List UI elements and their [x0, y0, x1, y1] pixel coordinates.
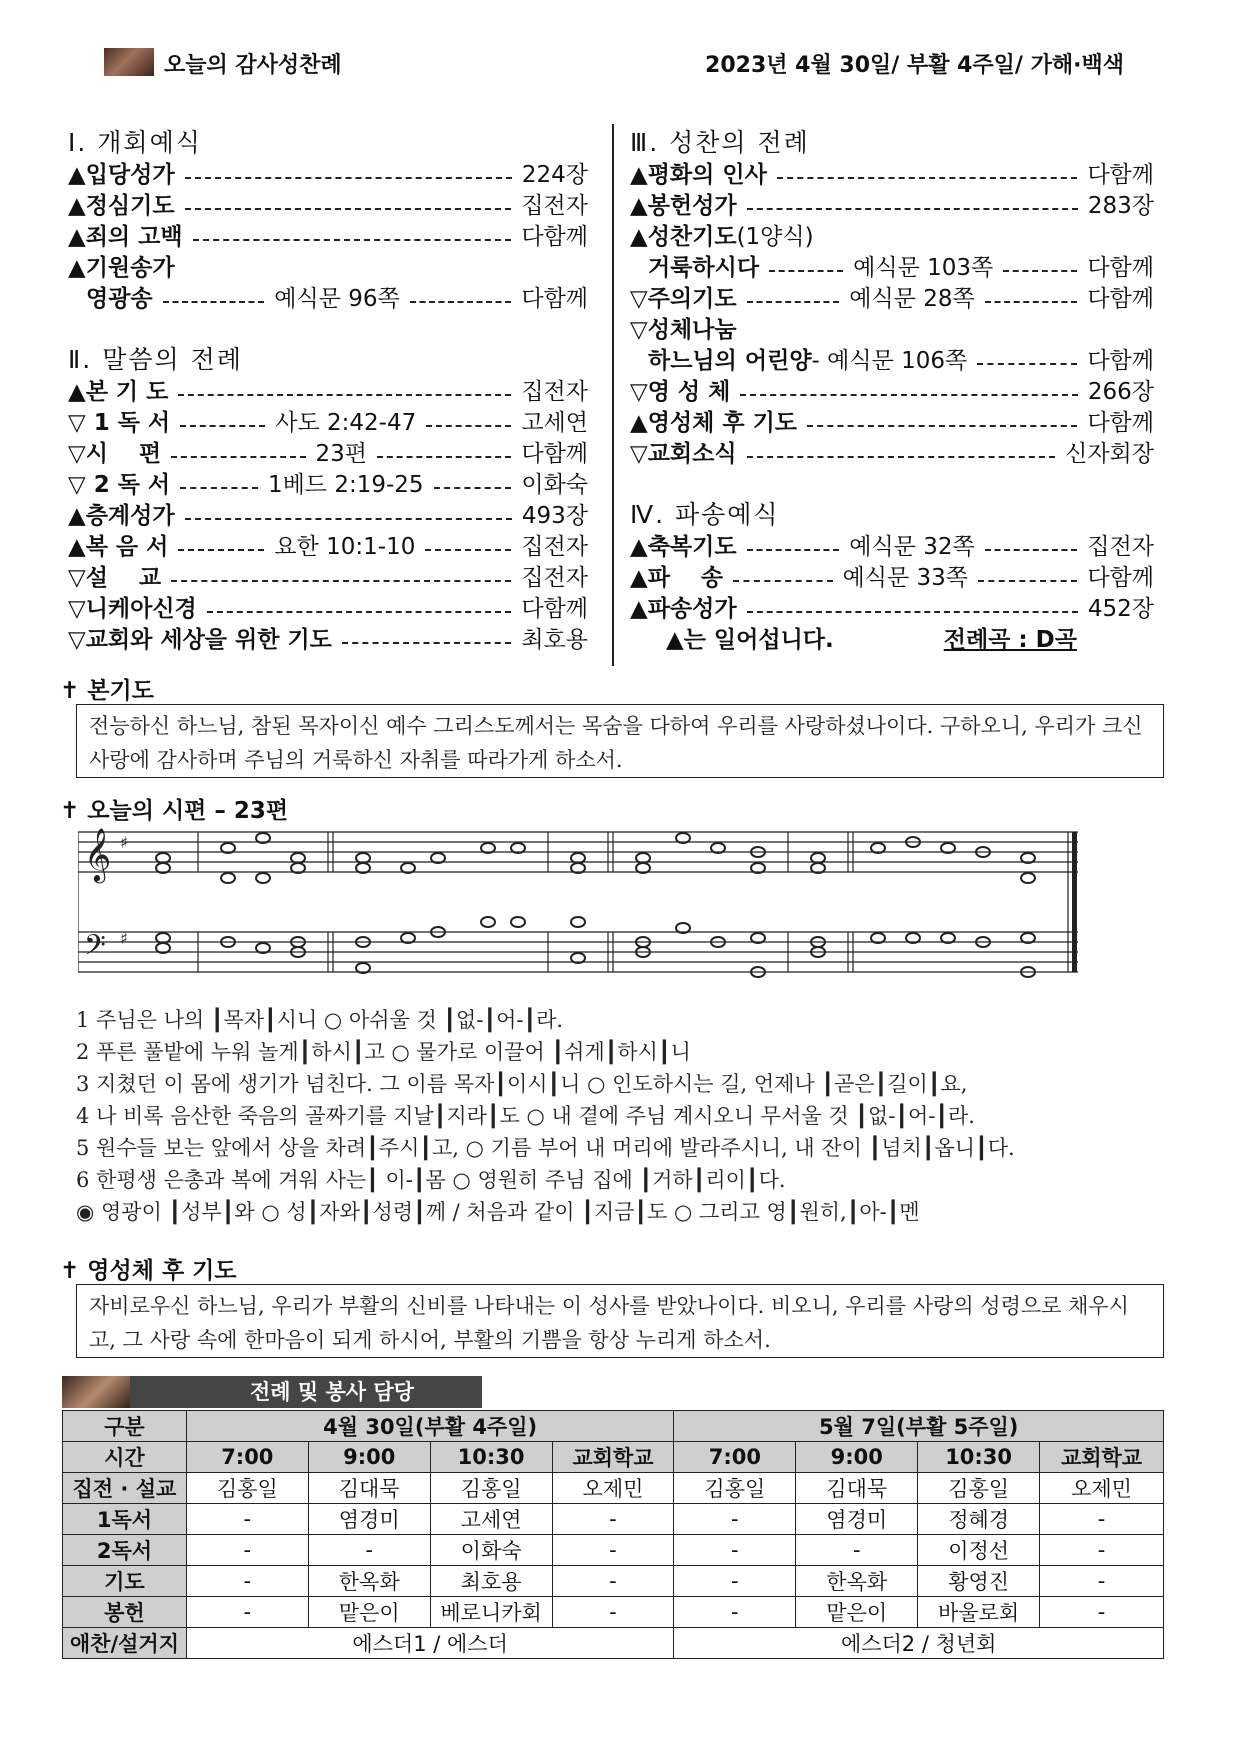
table-row: 애찬/설거지 에스더1 / 에스더 에스더2 / 청년회: [63, 1628, 1164, 1659]
column-divider: [612, 124, 614, 666]
order-row: ▽시 편 23편 다함께: [68, 441, 589, 467]
order-row: 하느님의 어린양 - 예식문 106쪽 다함께: [648, 348, 1154, 374]
psalm-verse: 3 지쳤던 이 몸에 생기가 넘친다. 그 이름 목자┃이시┃니 ○ 인도하시는 길, 언제나 ┃곧은┃길이┃요,: [76, 1072, 968, 1096]
psalm-heading: ✝ 오늘의 시편 – 23편: [60, 798, 289, 824]
order-row: ▲정심기도 집전자: [68, 193, 588, 219]
order-row: ▲복 음 서 요한 10:1-10 집전자: [68, 534, 589, 560]
service-date: 2023년 4월 30일/ 부활 4주일/ 가해·백색: [705, 53, 1124, 78]
table-row: 시간 7:00 9:00 10:30 교회학교 7:00 9:00 10:30 교회학교: [63, 1442, 1164, 1473]
section-dismissal-title: Ⅳ. 파송예식: [630, 500, 780, 529]
table-row: 1독서 - 염경미 고세연 - - 염경미 정혜경 -: [63, 1504, 1164, 1535]
week2-header: 5월 7일(부활 5주일): [674, 1411, 1164, 1442]
postcommunion-heading: ✝ 영성체 후 기도: [60, 1258, 237, 1284]
order-row: ▽설 교 집전자: [68, 565, 588, 591]
section-eucharist-title: Ⅲ. 성찬의 전례: [630, 128, 810, 157]
section-word-title: Ⅱ. 말씀의 전례: [68, 345, 243, 374]
stand-note: ▲는 일어섭니다. 전례곡 : D곡: [666, 627, 1077, 653]
order-row: ▲층계성가 493장: [68, 503, 588, 529]
order-row: ▲본 기 도 집전자: [68, 379, 588, 405]
order-row-kyrie: ▲기원송가: [68, 255, 175, 281]
order-row: ▲영성체 후 기도 다함께: [630, 410, 1154, 436]
table-row: 구분 4월 30일(부활 4주일) 5월 7일(부활 5주일): [63, 1411, 1164, 1442]
order-row: ▽주의기도 예식문 28쪽 다함께: [630, 286, 1155, 312]
order-row: ▲죄의 고백 다함께: [68, 224, 588, 250]
svg-text:♯: ♯: [120, 929, 128, 948]
order-row: ▲입당성가 224장: [68, 162, 588, 188]
order-row: ▽교회소식 신자회장: [630, 441, 1154, 467]
postcommunion-text: 자비로우신 하느님, 우리가 부활의 신비를 나타내는 이 성사를 받았나이다. 비오니, 우리를 사랑의 성령으로 채우시고, 그 사랑 속에 한마음이 되게 하시어, 부활의 기쁨을 항상 누리게 하소서.: [76, 1284, 1164, 1358]
order-row: ▽니케아신경 다함께: [68, 596, 588, 622]
chant-setting: 전례곡 : D곡: [943, 627, 1077, 653]
order-row: ▲봉헌성가 283장: [630, 193, 1154, 219]
psalm-verses: [76, 1004, 1015, 1228]
order-row: ▲평화의 인사 다함께: [630, 162, 1154, 188]
svg-text:𝄞: 𝄞: [84, 827, 112, 881]
staff-heading-bar: [62, 1376, 418, 1408]
table-row: 봉헌 - 맡은이 베로니카회 - - 맡은이 바울로회 -: [63, 1597, 1164, 1628]
week1-header: 4월 30일(부활 4주일): [186, 1411, 674, 1442]
psalm-verse: 6 한평생 은총과 복에 겨워 사는┃ 이-┃몸 ○ 영원히 주님 집에 ┃거하┃리이┃다.: [76, 1168, 786, 1192]
order-row-gloria: 영광송 예식문 96쪽 다함께: [86, 286, 589, 312]
order-row: ▽ 1 독 서 사도 2:42-47 고세연: [68, 410, 588, 436]
table-row: 집전 · 설교 김홍일 김대묵 김홍일 오제민 김홍일 김대묵 김홍일 오제민: [63, 1473, 1164, 1504]
collect-text: 전능하신 하느님, 참된 목자이신 예수 그리스도께서는 목숨을 다하여 우리를 사랑하셨나이다. 구하오니, 우리가 크신 사랑에 감사하며 주님의 거룩하신 자취를 따라가게 하소서.: [76, 704, 1164, 778]
order-row-fraction: ▽성체나눔: [630, 317, 737, 343]
section-opening-title: Ⅰ. 개회예식: [68, 128, 202, 157]
order-row: ▲축복기도 예식문 32쪽 집전자: [630, 534, 1155, 560]
svg-text:♯: ♯: [120, 833, 128, 852]
order-row: ▽ 2 독 서 1베드 2:19-25 이화숙: [68, 472, 589, 498]
staff-table: [62, 1410, 1164, 1659]
order-right-column: [630, 126, 1154, 656]
order-row: ▽영 성 체 266장: [630, 379, 1154, 405]
order-row: ▲파 송 예식문 33쪽 다함께: [630, 565, 1154, 591]
psalm-verse: 4 나 비록 음산한 죽음의 골짜기를 지날┃지라┃도 ○ 내 곁에 주님 계시오니 무서울 것 ┃없-┃어-┃라.: [76, 1104, 975, 1128]
staff-heading: 전례 및 봉사 담당: [130, 1376, 482, 1408]
svg-text:𝄢: 𝄢: [84, 929, 106, 969]
table-row: 2독서 - - 이화숙 - - - 이정선 -: [63, 1535, 1164, 1566]
psalm-verse: 5 원수들 보는 앞에서 상을 차려┃주시┃고, ○ 기름 부어 내 머리에 발라주시니, 내 잔이 ┃넘치┃옵니┃다.: [76, 1136, 1015, 1160]
order-left-column: [68, 126, 588, 656]
header-photo: [104, 48, 154, 76]
psalm-verse: 1 주님은 나의 ┃목자┃시니 ○ 아쉬울 것 ┃없-┃어-┃라.: [76, 1008, 564, 1032]
collect-heading: ✝ 본기도: [60, 678, 154, 704]
order-row: ▽교회와 세상을 위한 기도 최호용: [68, 627, 588, 653]
table-row: 기도 - 한옥화 최호용 - - 한옥화 황영진 -: [63, 1566, 1164, 1597]
psalm-gloria: ◉ 영광이 ┃성부┃와 ○ 성┃자와┃성령┃께 / 처음과 같이 ┃지금┃도 ○ 그리고 영┃원히,┃아-┃멘: [76, 1200, 920, 1224]
page-title: 오늘의 감사성찬례: [164, 53, 342, 78]
staff-photo: [62, 1376, 132, 1408]
order-row: 거룩하시다 예식문 103쪽 다함께: [648, 255, 1154, 281]
psalm-verse: 2 푸른 풀밭에 누워 놀게┃하시┃고 ○ 물가로 이끌어 ┃쉬게┃하시┃니: [76, 1040, 691, 1064]
page-header: [104, 46, 1124, 82]
order-row-eucharistic-prayer: ▲성찬기도 (1양식): [630, 224, 814, 250]
psalm-music-score: [78, 822, 1078, 982]
order-row: ▲파송성가 452장: [630, 596, 1154, 622]
